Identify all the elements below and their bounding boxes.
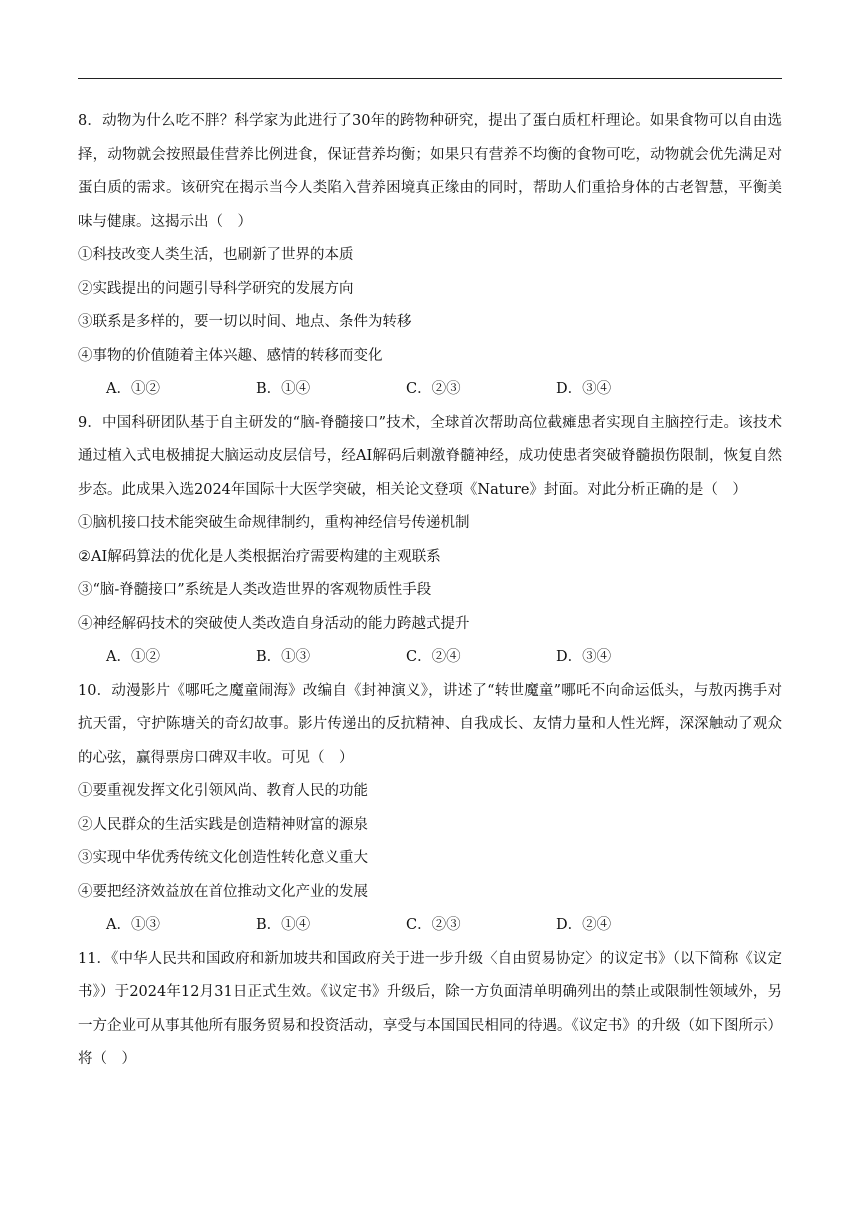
statement-option: ③“脑-脊髓接口”系统是人类改造世界的客观物质性手段 (78, 582, 432, 598)
statement-option: ④神经解码技术的突破使人类改造自身活动的能力跨越式提升 (78, 615, 470, 632)
choice-c: C．②③ (406, 917, 461, 933)
answer-choices (78, 909, 782, 943)
statement-option: ②AI解码算法的优化是人类根据治疗需要构建的主观联系 (78, 548, 441, 565)
statement-option: ④要把经济效益放在首位推动文化产业的发展 (78, 883, 368, 900)
question-8 (78, 105, 782, 407)
question-9 (78, 407, 782, 675)
choice-c: C．②③ (406, 381, 461, 397)
question-list (78, 105, 782, 1077)
answer-choices (78, 373, 782, 407)
statement-option: ③联系是多样的，要一切以时间、地点、条件为转移 (78, 314, 412, 330)
choice-d: D．③④ (556, 381, 612, 397)
answer-choices (78, 641, 782, 675)
statement-option: ④事物的价值随着主体兴趣、感情的转移而变化 (78, 347, 383, 364)
choice-a: A．①② (106, 649, 160, 665)
statement-option: ①要重视发挥文化引领风尚、教育人民的功能 (78, 783, 368, 799)
question-stem: 10．动漫影片《哪吒之魔童闹海》改编自《封神演义》，讲述了“转世魔童”哪吒不向命运低头，与敖丙携手对抗天雷，守护陈塘关的奇幻故事。影片传递出的反抗精神、自我成长、友情力量和人性光辉，深深触动了观众的心弦，赢得票房口碑双丰收。可见（ ） (78, 682, 782, 766)
choice-b: B．①③ (256, 649, 311, 665)
question-stem: 8．动物为什么吃不胖？科学家为此进行了30年的跨物种研究，提出了蛋白质杠杆理论。如果食物可以自由选择，动物就会按照最佳营养比例进食，保证营养均衡；如果只有营养不均衡的食物可吃，动物就会优先满足对蛋白质的需求。该研究在揭示当今人类陷入营养困境真正缘由的同时，帮助人们重拾身体的古老智慧，平衡美味与健康。这揭示出（ ） (78, 113, 782, 230)
choice-a: A．①② (106, 381, 160, 397)
choice-a: A．①③ (106, 917, 160, 933)
question-11 (78, 943, 782, 1077)
choice-b: B．①④ (256, 381, 311, 397)
choice-c: C．②④ (406, 649, 461, 665)
statement-option: ③实现中华优秀传统文化创造性转化意义重大 (78, 850, 368, 866)
question-stem: 9．中国科研团队基于自主研发的“脑-脊髓接口”技术，全球首次帮助高位截瘫患者实现自主脑控行走。该技术通过植入式电极捕捉大脑运动皮层信号，经AI解码后刺激脊髓神经，成功使患者突破脊髓损伤限制，恢复自然步态。此成果入选2024年国际十大医学突破，相关论文登项《Nature》封面。对此分析正确的是（ ） (78, 414, 782, 498)
question-10 (78, 675, 782, 943)
statement-option: ②人民群众的生活实践是创造精神财富的源泉 (78, 816, 368, 833)
statement-option: ①脑机接口技术能突破生命规律制约，重构神经信号传递机制 (78, 515, 470, 531)
statement-option: ②实践提出的问题引导科学研究的发展方向 (78, 280, 354, 297)
question-stem: 11．《中华人民共和国政府和新加坡共和国政府关于进一步升级〈自由贸易协定〉的议定书》（以下简称《议定书》）于2024年12月31日正式生效。《议定书》升级后，除一方负面清单明确列出的禁止或限制性领域外，另一方企业可从事其他所有服务贸易和投资活动，享受与本国国民相同的待遇。《议定书》的升级（如下图所示）将（ ） (78, 950, 782, 1067)
statement-option: ①科技改变人类生活，也刷新了世界的本质 (78, 247, 354, 263)
header-rule (78, 78, 782, 79)
choice-b: B．①④ (256, 917, 311, 933)
choice-d: D．②④ (556, 917, 612, 933)
choice-d: D．③④ (556, 649, 612, 665)
